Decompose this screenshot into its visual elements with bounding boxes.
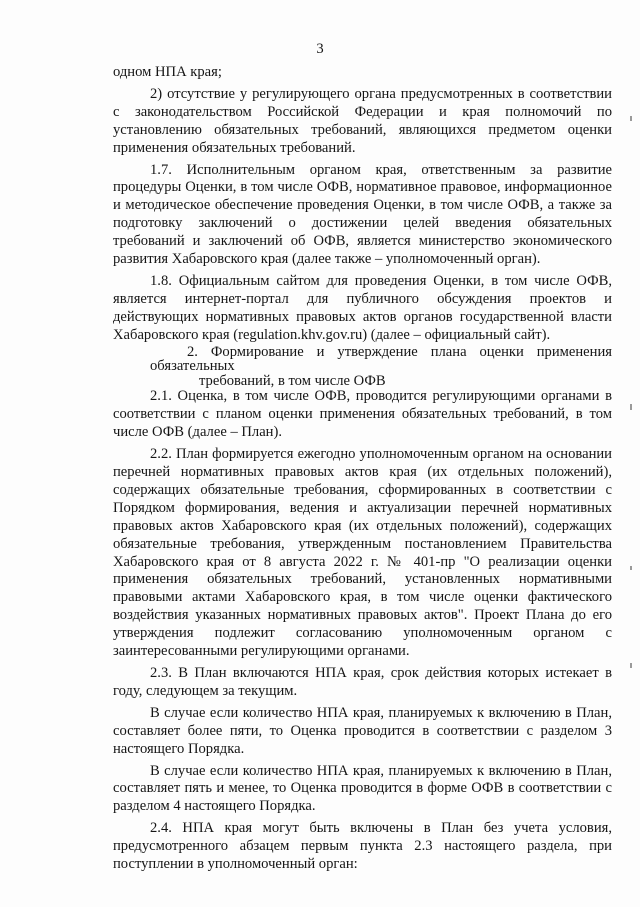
scan-speck xyxy=(630,116,632,121)
paragraph: 2.4. НПА края могут быть включены в План без учета условия, предусмотренного абзацем первым пункта 2.3 настоящего раздела, при поступлении в уполномоченный орган: xyxy=(113,820,612,873)
page-number: 3 xyxy=(316,41,324,57)
scan-speck xyxy=(630,663,632,668)
paragraph: 2.1. Оценка, в том числе ОФВ, проводится регулирующими органами в соответствии с планом оценки применения обязательных требований, в том числе ОФВ (далее – План). xyxy=(113,388,612,441)
scan-speck xyxy=(630,404,632,410)
paragraph: В случае если количество НПА края, планируемых к включению в План, составляет более пяти, то Оценка проводится в соответствии с разделом 3 настоящего Порядка. xyxy=(113,704,612,757)
scan-speck xyxy=(630,566,632,570)
document-body xyxy=(113,64,612,874)
paragraph: одном НПА края; xyxy=(113,64,222,80)
paragraph: 2.3. В План включаются НПА края, срок действия которых истекает в году, следующем за текущим. xyxy=(113,664,612,699)
section-heading xyxy=(113,345,612,389)
paragraph: 2) отсутствие у регулирующего органа предусмотренных в соответствии с законодательством Российской Федерации и края полномочий по установлению обязательных требований, являющихся предметом оценки применения обязательных требований. xyxy=(113,85,612,156)
paragraph: 2.2. План формируется ежегодно уполномоченным органом на основании перечней нормативных правовых актов края (их отдельных положений), содержащих обязательные требования, сформированных в соответствии с Порядком формирования, ведения и актуализации перечней нормативных правовых актов Хабаровского края (их отдельных положений), содержащих обязательные требования, утвержденным постановлением Правительства Хабаровского края от 8 августа 2022 г. № 401-пр "О реализации оценки применения обязательных требований, установленных нормативными правовыми актами Хабаровского края, в том числе оценки фактического воздействия указанных нормативных правовых актов". Проект Плана до его утверждения подлежит согласованию уполномоченным органом с заинтересованными регулирующими органами. xyxy=(113,446,612,660)
paragraph: 1.8. Официальным сайтом для проведения Оценки, в том числе ОФВ, является интернет-портал для публичного обсуждения проектов и действующих нормативных правовых актов органов государственной власти Хабаровского края (regulation.khv.gov.ru) (далее – официальный сайт). xyxy=(113,272,612,343)
section-heading-line: 2. Формирование и утверждение плана оценки применения обязательных xyxy=(150,343,612,375)
section-heading-line: требований, в том числе ОФВ xyxy=(199,372,386,389)
paragraph: В случае если количество НПА края, планируемых к включению в План, составляет пять и менее, то Оценка проводится в форме ОФВ в соответствии с разделом 4 настоящего Порядка. xyxy=(113,762,612,815)
paragraph: 1.7. Исполнительным органом края, ответственным за развитие процедуры Оценки, в том числе ОФВ, нормативное правовое, информационное и методическое обеспечение проведения Оценки, в том числе ОФВ, а также за подготовку заключений о достижении целей введения обязательных требований и заключений об ОФВ, является министерство экономического развития Хабаровского края (далее также – уполномоченный орган). xyxy=(113,161,612,268)
